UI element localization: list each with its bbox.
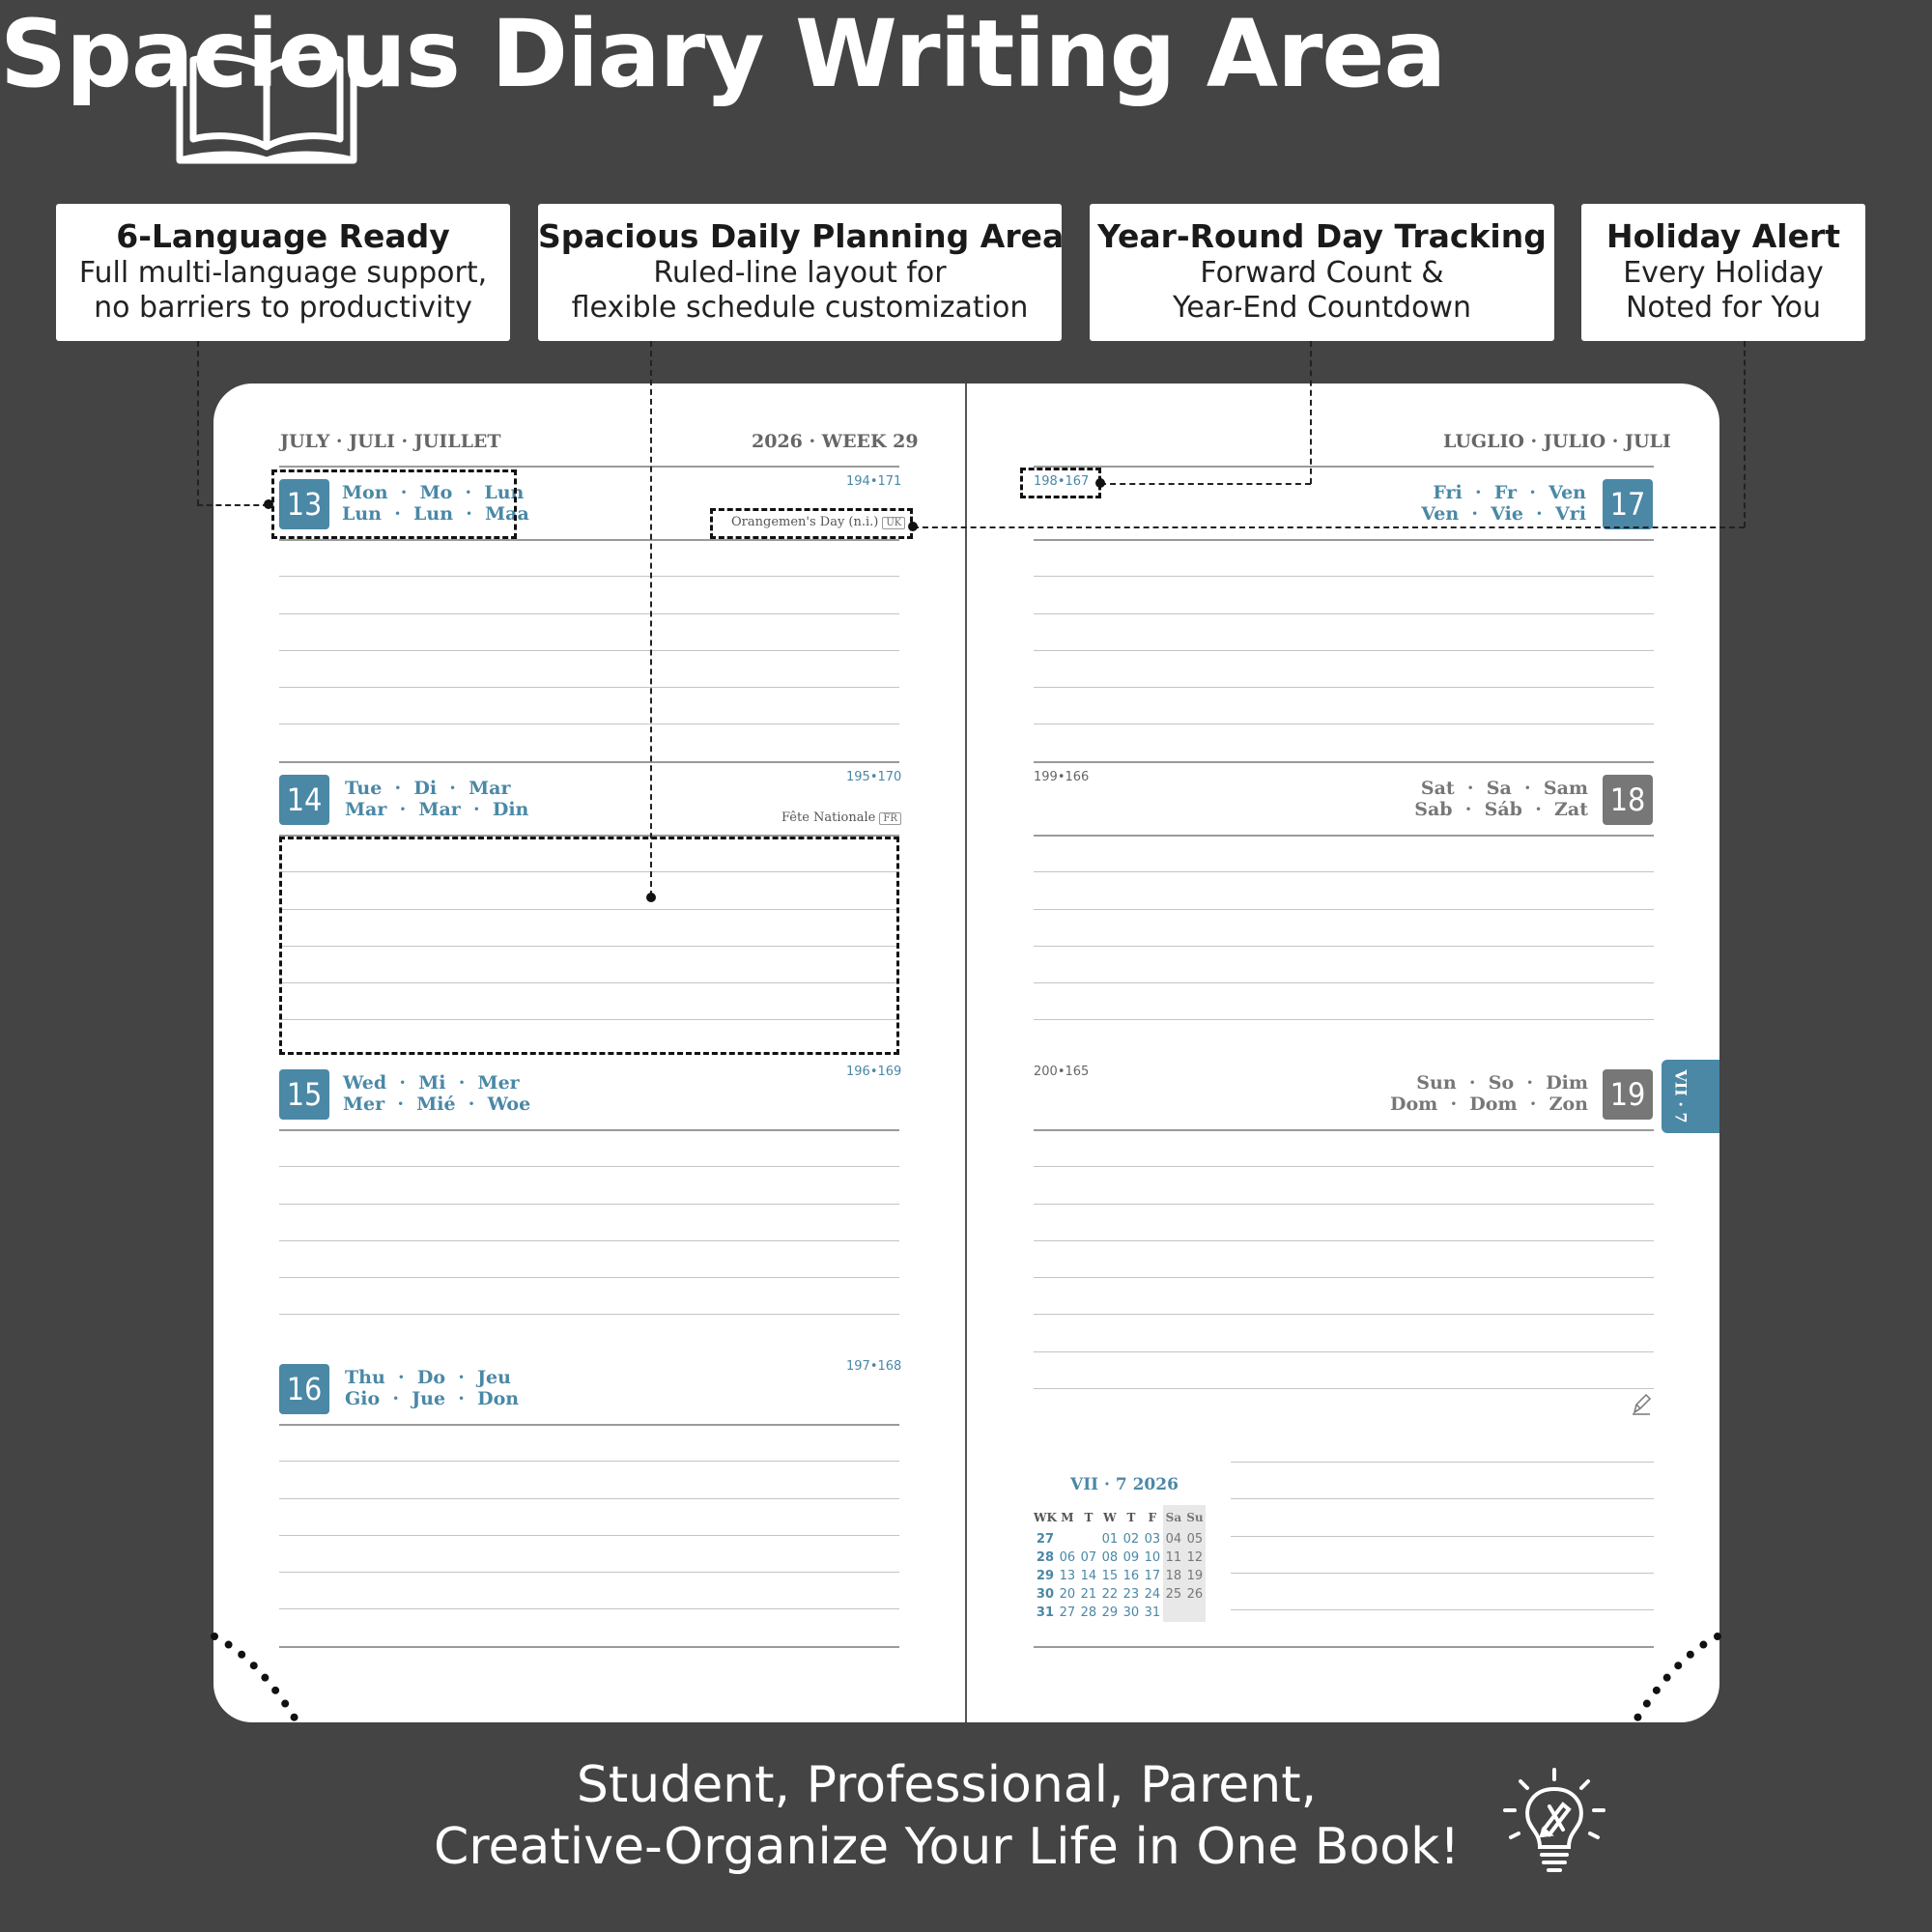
rule-line xyxy=(279,1646,899,1648)
rule-line xyxy=(1231,1498,1654,1499)
day-count: 195•170 xyxy=(846,770,902,784)
holiday-callout-box xyxy=(710,508,913,539)
rule-line xyxy=(279,761,899,763)
rule-line xyxy=(1231,1609,1654,1610)
day-names: Tue · Di · Mar Mar · Mar · Din xyxy=(345,778,529,820)
mini-calendar-row xyxy=(1034,1530,1206,1548)
day-count: 196•169 xyxy=(846,1065,902,1079)
rule-line xyxy=(1034,909,1654,910)
connector-dot xyxy=(908,522,918,531)
left-month-header: JULY · JULI · JUILLET xyxy=(280,431,501,452)
lightbulb-pencil-icon xyxy=(1495,1766,1613,1880)
calendar-day xyxy=(1078,1530,1099,1548)
connector xyxy=(1744,341,1746,527)
calendar-day: 12 xyxy=(1184,1548,1206,1567)
rule-line xyxy=(1034,1129,1654,1131)
rule-line xyxy=(279,1240,899,1241)
rule-line xyxy=(1034,1388,1654,1389)
connector-dot xyxy=(1095,478,1105,488)
feature-card-planning xyxy=(538,204,1065,341)
feature-card-holiday xyxy=(1581,204,1865,341)
rule-line xyxy=(279,1572,899,1573)
mini-calendar-header: F xyxy=(1148,1511,1157,1524)
rule-line xyxy=(279,1277,899,1278)
mini-calendar-header: Su xyxy=(1184,1505,1206,1530)
footer-line-2: Creative-Organize Your Life in One Book! xyxy=(433,1818,1461,1876)
connector xyxy=(197,341,199,505)
mini-calendar-row xyxy=(1034,1548,1206,1567)
rule-line xyxy=(279,1129,899,1131)
rule-line xyxy=(1034,835,1654,837)
mini-calendar-header: T xyxy=(1084,1511,1094,1524)
card-desc-1: Ruled-line layout for xyxy=(653,256,947,290)
rule-line xyxy=(279,1314,899,1315)
card-desc-1: Every Holiday xyxy=(1623,256,1824,290)
rule-line xyxy=(1034,1019,1654,1020)
calendar-day: 23 xyxy=(1122,1587,1140,1602)
rule-line xyxy=(279,613,899,614)
card-desc-2: Year-End Countdown xyxy=(1172,291,1471,325)
calendar-day: 25 xyxy=(1163,1585,1184,1604)
rule-line xyxy=(279,1608,899,1609)
calendar-day: 13 xyxy=(1059,1569,1076,1583)
book-spine xyxy=(965,384,967,1722)
day-count: 198•167 xyxy=(1034,474,1090,489)
day-number: 15 xyxy=(279,1069,329,1120)
calendar-day: 28 xyxy=(1080,1605,1097,1620)
day-number: 16 xyxy=(279,1364,329,1414)
mini-calendar-header: T xyxy=(1126,1511,1136,1524)
calendar-day: 09 xyxy=(1122,1550,1140,1565)
calendar-day: 15 xyxy=(1101,1569,1119,1583)
rule-line xyxy=(1034,1204,1654,1205)
language-callout-box xyxy=(271,469,517,539)
card-title: 6-Language Ready xyxy=(116,217,450,255)
feature-card-language xyxy=(56,204,510,341)
calendar-day: 16 xyxy=(1122,1569,1140,1583)
day-number: 13 xyxy=(279,479,329,529)
card-desc-2: Noted for You xyxy=(1625,291,1822,325)
rule-line xyxy=(1034,466,1654,468)
rule-line xyxy=(1034,687,1654,688)
calendar-day: 20 xyxy=(1059,1587,1076,1602)
calendar-day: 06 xyxy=(1059,1550,1076,1565)
calendar-day: 19 xyxy=(1184,1567,1206,1585)
day-number: 14 xyxy=(279,775,329,825)
week-number: 30 xyxy=(1036,1587,1054,1602)
rule-line xyxy=(1231,1646,1654,1648)
holiday-label: Fête Nationale FR xyxy=(781,810,901,825)
calendar-day: 21 xyxy=(1080,1587,1097,1602)
open-book-icon xyxy=(172,46,361,166)
calendar-day: 01 xyxy=(1101,1532,1119,1547)
calendar-day: 11 xyxy=(1163,1548,1184,1567)
mini-calendar-header: W xyxy=(1103,1511,1117,1524)
rule-line xyxy=(1034,1166,1654,1167)
week-header: 2026 · WEEK 29 xyxy=(752,431,919,452)
rule-line xyxy=(279,1498,899,1499)
day-names: Sun · So · Dim Dom · Dom · Zon xyxy=(1389,1072,1588,1115)
calendar-day: 04 xyxy=(1163,1530,1184,1548)
mini-calendar-row xyxy=(1034,1604,1206,1622)
card-desc-2: no barriers to productivity xyxy=(94,291,472,325)
week-number: 31 xyxy=(1036,1605,1054,1620)
rule-line xyxy=(1034,761,1654,763)
day-names: Mon · Mo · Lun Lun · Lun · Maa xyxy=(342,482,529,525)
rule-line xyxy=(279,1461,899,1462)
calendar-day: 03 xyxy=(1144,1532,1161,1547)
calendar-day: 29 xyxy=(1101,1605,1119,1620)
corner-dots-right xyxy=(1627,1629,1723,1725)
week-number: 29 xyxy=(1036,1569,1054,1583)
week-number: 28 xyxy=(1036,1550,1054,1565)
card-desc-1: Forward Count & xyxy=(1200,256,1444,290)
feature-card-tracking xyxy=(1090,204,1554,341)
mini-calendar-header: Sa xyxy=(1163,1505,1184,1530)
corner-dots-left xyxy=(209,1629,305,1725)
rule-line xyxy=(1034,613,1654,614)
calendar-day: 27 xyxy=(1059,1605,1076,1620)
rule-line xyxy=(279,576,899,577)
card-title: Holiday Alert xyxy=(1605,217,1841,255)
connector xyxy=(1310,341,1312,484)
planning-callout-box xyxy=(279,837,899,1055)
calendar-day: 10 xyxy=(1144,1550,1161,1565)
mini-calendar-row xyxy=(1034,1585,1206,1604)
mini-calendar xyxy=(1034,1505,1206,1622)
rule-line xyxy=(279,1535,899,1536)
day-number: 19 xyxy=(1603,1069,1653,1120)
right-month-header: LUGLIO · JULIO · JULI xyxy=(1443,431,1671,452)
calendar-day: 18 xyxy=(1163,1567,1184,1585)
calendar-day: 17 xyxy=(1144,1569,1161,1583)
pen-icon xyxy=(1631,1391,1652,1416)
rule-line xyxy=(1034,1646,1231,1648)
rule-line xyxy=(1034,871,1654,872)
mini-calendar-header: M xyxy=(1061,1511,1074,1524)
calendar-day: 26 xyxy=(1184,1585,1206,1604)
rule-line xyxy=(1034,946,1654,947)
rule-line xyxy=(279,1166,899,1167)
calendar-day: 14 xyxy=(1080,1569,1097,1583)
rule-line xyxy=(1034,1314,1654,1315)
mini-calendar-header: WK xyxy=(1034,1511,1057,1524)
rule-line xyxy=(1231,1573,1654,1574)
footer-tagline xyxy=(367,1754,1526,1878)
page-title: Spacious Diary Writing Area xyxy=(0,0,1446,108)
calendar-day: 30 xyxy=(1122,1605,1140,1620)
day-names: Sat · Sa · Sam Sab · Sáb · Zat xyxy=(1414,778,1588,820)
mini-calendar-title: VII · 7 2026 xyxy=(1070,1475,1179,1494)
rule-line xyxy=(1231,1462,1654,1463)
card-desc-1: Full multi-language support, xyxy=(78,256,488,290)
rule-line xyxy=(1034,1240,1654,1241)
card-desc-2: flexible schedule customization xyxy=(571,291,1029,325)
rule-line xyxy=(1034,982,1654,983)
calendar-day xyxy=(1184,1604,1206,1622)
rule-line xyxy=(1034,576,1654,577)
calendar-day: 05 xyxy=(1184,1530,1206,1548)
calendar-day xyxy=(1163,1604,1184,1622)
connector xyxy=(650,341,652,896)
rule-line xyxy=(1034,1351,1654,1352)
rule-line xyxy=(1231,1536,1654,1537)
calendar-day: 08 xyxy=(1101,1550,1119,1565)
calendar-day: 02 xyxy=(1122,1532,1140,1547)
day-count: 200•165 xyxy=(1034,1065,1090,1079)
calendar-day: 22 xyxy=(1101,1587,1119,1602)
rule-line xyxy=(279,687,899,688)
connector xyxy=(913,526,1745,528)
mini-calendar-row xyxy=(1034,1567,1206,1585)
connector xyxy=(1100,483,1311,485)
day-names: Fri · Fr · Ven Ven · Vie · Vri xyxy=(1421,482,1586,525)
card-title: Year-Round Day Tracking xyxy=(1097,217,1547,255)
calendar-day: 24 xyxy=(1144,1587,1161,1602)
connector-dot xyxy=(646,893,656,902)
day-names: Thu · Do · Jeu Gio · Jue · Don xyxy=(345,1367,520,1409)
day-count: 199•166 xyxy=(1034,770,1090,784)
rule-line xyxy=(279,650,899,651)
day-number: 18 xyxy=(1603,775,1653,825)
holiday-label: Orangemen's Day (n.i.) UK xyxy=(731,515,905,529)
day-count: 197•168 xyxy=(846,1359,902,1374)
calendar-day: 31 xyxy=(1144,1605,1161,1620)
card-title: Spacious Daily Planning Area xyxy=(538,217,1065,255)
count-callout-box xyxy=(1020,468,1101,498)
rule-line xyxy=(1034,1277,1654,1278)
day-number: 17 xyxy=(1603,479,1653,529)
week-number: 27 xyxy=(1036,1532,1054,1547)
rule-line xyxy=(279,1424,899,1426)
connector-dot xyxy=(264,499,273,509)
day-names: Wed · Mi · Mer Mer · Mié · Woe xyxy=(343,1072,531,1115)
calendar-day xyxy=(1057,1530,1078,1548)
rule-line xyxy=(279,539,899,541)
month-tab[interactable]: VII · 7 xyxy=(1662,1060,1719,1133)
rule-line xyxy=(1034,539,1654,541)
connector xyxy=(197,504,269,506)
rule-line xyxy=(1034,650,1654,651)
rule-line xyxy=(279,466,899,468)
calendar-day: 07 xyxy=(1080,1550,1097,1565)
footer-line-1: Student, Professional, Parent, xyxy=(576,1756,1318,1814)
day-count: 194•171 xyxy=(846,474,902,489)
rule-line xyxy=(279,1204,899,1205)
